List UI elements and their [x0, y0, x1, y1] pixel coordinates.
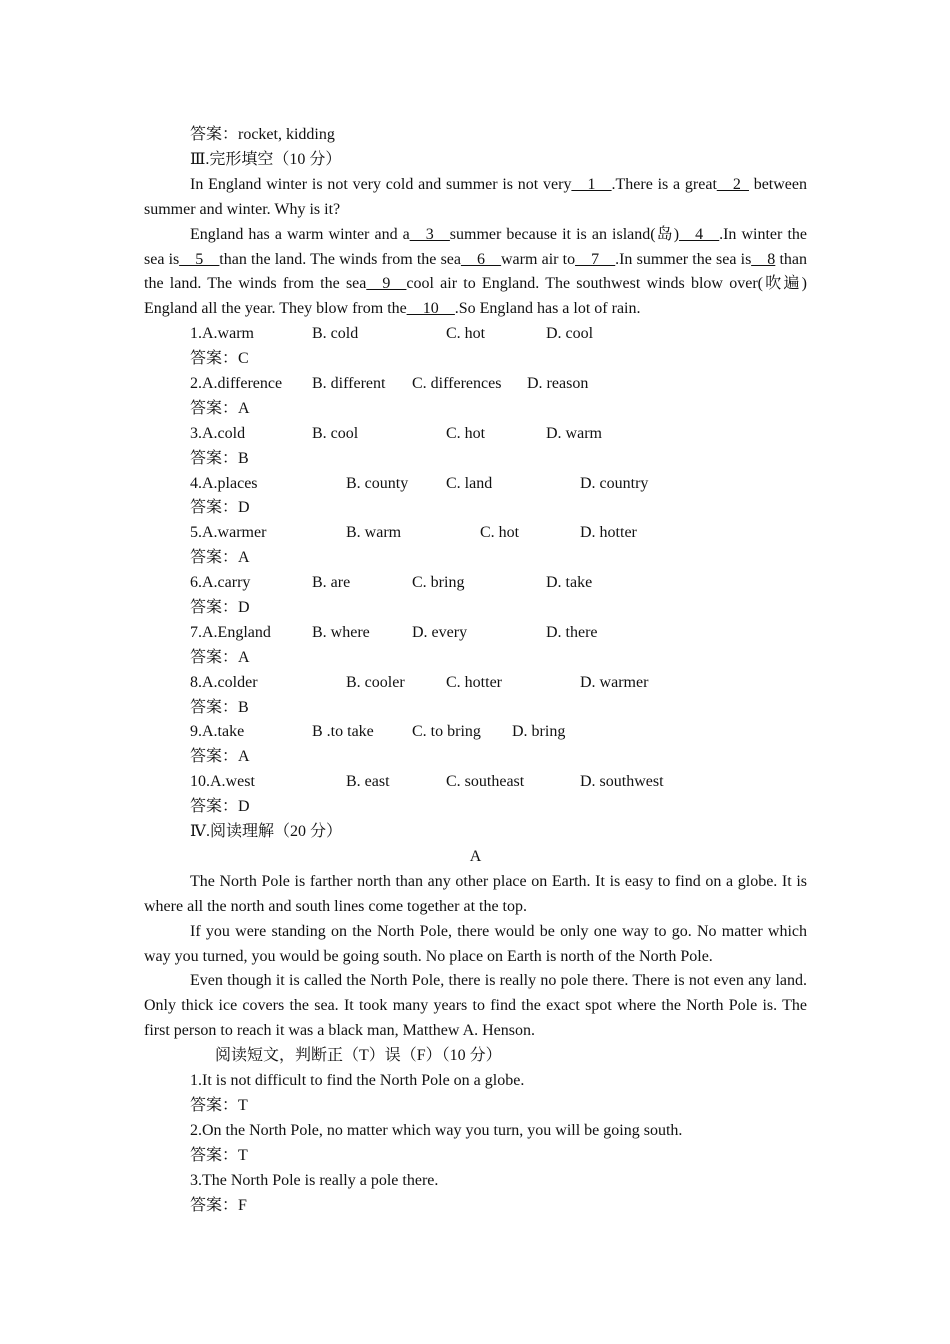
tf-question: 2.On the North Pole, no matter which way you turn, you will be going south. [190, 1121, 683, 1139]
section3-title: Ⅲ.完形填空（10 分） [190, 150, 342, 168]
option-d: D. cool [546, 325, 594, 343]
blank-6: __6__ [461, 250, 501, 268]
option-b: B. different [312, 375, 386, 392]
question-options [144, 571, 807, 596]
question-options [144, 770, 807, 795]
option-d: D. there [546, 623, 598, 641]
option-a: 10.A.west [190, 773, 255, 791]
top-answer: 答案：rocket, kidding [190, 126, 335, 143]
question-answer: 答案：C [190, 350, 249, 368]
option-c: C. hot [480, 524, 520, 542]
option-d: D. southwest [580, 773, 664, 791]
question-answer: 答案：D [190, 599, 250, 617]
question-options [144, 621, 807, 646]
reading-label: A [469, 847, 482, 865]
blank-1: __1__ [571, 175, 612, 193]
question-answer: 答案：A [190, 549, 250, 567]
document-page [144, 123, 807, 1218]
option-b: B. warm [346, 524, 402, 542]
blank-8: __8 [751, 250, 776, 268]
option-b: B. where [312, 623, 370, 641]
option-c: C. to bring [412, 723, 481, 741]
cloze-paragraph-1: In England winter is not very cold and summer is not very__1__.There is a great__2_ between summer and winter. Why is it? [144, 175, 807, 218]
blank-7: __7__ [575, 250, 616, 268]
blank-9: __9__ [366, 275, 407, 293]
option-b: B .to take [312, 723, 374, 741]
question-options [144, 472, 807, 497]
option-a: 9.A.take [190, 723, 245, 741]
option-b: B. cold [312, 325, 359, 343]
question-answer: 答案：B [190, 449, 249, 467]
tf-answer: 答案：T [190, 1096, 248, 1114]
option-d: D. country [580, 474, 649, 492]
option-c: C. hot [446, 325, 486, 343]
option-d: D. warmer [580, 673, 649, 691]
blank-10: __10__ [406, 300, 455, 318]
question-answer: 答案：A [190, 399, 250, 417]
option-d: D. take [546, 574, 593, 592]
blank-5: __5__ [179, 250, 220, 268]
blank-2: __2_ [716, 175, 749, 193]
tf-questions [144, 1069, 807, 1218]
option-a: 4.A.places [190, 474, 258, 492]
option-a: 6.A.carry [190, 574, 251, 592]
option-a: 5.A.warmer [190, 524, 267, 542]
option-b: B. cool [312, 424, 359, 442]
tf-answer: 答案：F [190, 1196, 247, 1214]
tf-answer: 答案：T [190, 1146, 248, 1164]
option-d: D. warm [546, 424, 602, 442]
question-options [144, 720, 807, 745]
option-d: D. bring [512, 723, 566, 741]
option-a: 8.A.colder [190, 673, 258, 691]
option-b: B. east [346, 773, 390, 791]
reading-paragraph-1: The North Pole is farther north than any other place on Earth. It is easy to find on a globe. It is where all the north and south lines come together at the top. [144, 872, 807, 915]
option-c: C. hot [446, 424, 486, 442]
reading-paragraph-2: If you were standing on the North Pole, there would be only one way to go. No matter which way you turned, you would be going south. No place on Earth is north of the North Pole. [144, 922, 807, 965]
option-c: C. hotter [446, 673, 502, 691]
question-answer: 答案：D [190, 499, 250, 517]
tf-question: 3.The North Pole is really a pole there. [190, 1171, 439, 1189]
question-options [144, 372, 807, 397]
question-options [144, 422, 807, 447]
section4-title: Ⅳ.阅读理解（20 分） [190, 823, 342, 841]
option-b: B. are [312, 574, 351, 592]
option-b: B. county [346, 474, 409, 492]
option-c: C. land [446, 474, 493, 492]
option-c: D. every [412, 623, 468, 641]
question-answer: 答案：A [190, 648, 250, 666]
tf-instruction: 阅读短文，判断正（T）误（F）（10 分） [215, 1047, 502, 1065]
option-a: 2.A.difference [190, 375, 283, 392]
option-c: C. differences [412, 375, 502, 392]
option-c: C. bring [412, 574, 465, 592]
option-a: 1.A.warm [190, 325, 254, 343]
option-a: 7.A.England [190, 623, 271, 641]
question-options [144, 671, 807, 696]
cloze-questions [144, 322, 807, 820]
question-answer: 答案：D [190, 798, 250, 816]
cloze-paragraph-2: England has a warm winter and a__3__summer because it is an island(岛)__4__.In winter the sea is__5__than the land. The winds from the sea__6__warm air to__7__.In summer the sea is__8 than the land. The winds from the sea__9__cool air to England. The southwest winds blow over(吹遍) England all the year. They blow from the__10__.So England has a lot of rain. [144, 225, 808, 318]
reading-paragraph-3: Even though it is called the North Pole, there is really no pole there. There is not even any land. Only thick ice covers the sea. It took many years to find the exact spot where the North Pole is. The first person to reach it was a black man, Matthew A. Henson. [144, 972, 807, 1040]
tf-question: 1.It is not difficult to find the North Pole on a globe. [190, 1072, 525, 1090]
blank-3: __3__ [409, 225, 450, 243]
option-b: B. cooler [346, 673, 405, 691]
question-answer: 答案：A [190, 748, 250, 766]
option-c: C. southeast [446, 773, 525, 791]
question-answer: 答案：B [190, 698, 249, 716]
option-d: D. reason [527, 375, 589, 392]
blank-4: __4__ [679, 225, 720, 243]
question-options [144, 521, 807, 546]
option-d: D. hotter [580, 524, 637, 542]
option-a: 3.A.cold [190, 424, 246, 442]
question-options [144, 322, 807, 347]
